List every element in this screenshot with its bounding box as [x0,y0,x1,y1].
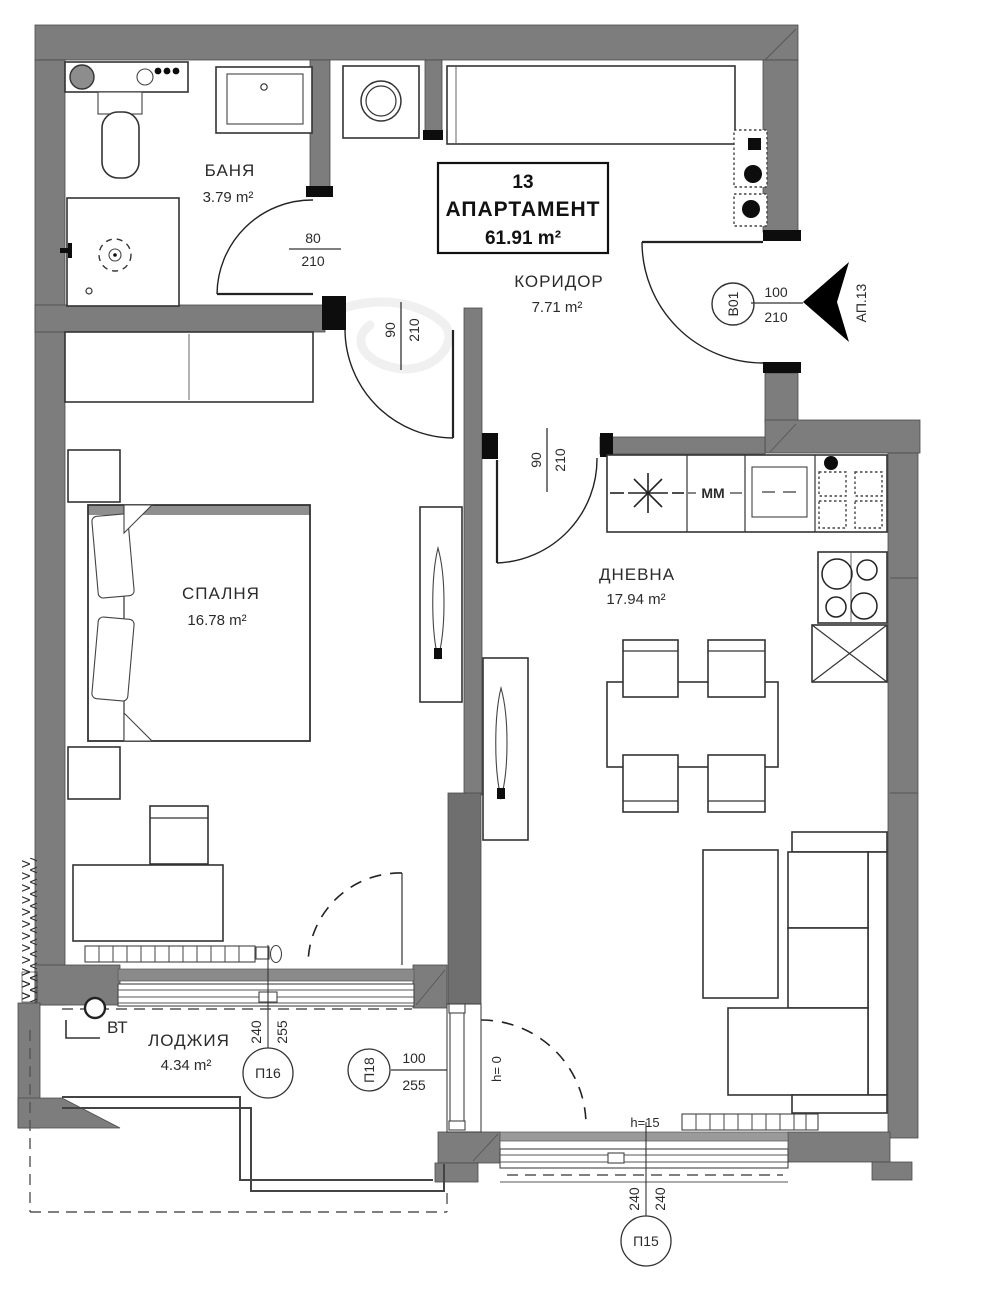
radiator-living [682,1114,818,1130]
wall-bottom-right-step [872,1162,912,1180]
fridge-icon [752,467,807,517]
mm-label: MM [701,485,725,501]
balcony-door-p18 [447,1004,481,1132]
shower-tray [67,198,179,306]
loggia-parapet [30,1009,447,1212]
room-labels [148,161,675,1074]
svg-text:П15: П15 [633,1233,659,1249]
sill-height-zero: h= 0 [489,1056,504,1082]
svg-text:100: 100 [764,284,788,300]
svg-text:240: 240 [248,1020,264,1044]
door-bathroom [217,200,313,294]
window-p16-frame [118,969,414,1006]
svg-text:80: 80 [305,230,321,246]
svg-text:100: 100 [402,1050,426,1066]
toilet-bowl [102,112,139,178]
svg-text:90: 90 [382,322,398,338]
svg-text:П16: П16 [255,1065,281,1081]
apartment-label: АПАРТАМЕНТ [445,198,601,221]
door-bedroom-balcony-swing [308,873,402,965]
room-label-corridor: КОРИДОР [514,272,604,291]
living-room-furniture [607,640,887,1113]
dining-chair [708,755,765,812]
faucet-icon [137,69,153,85]
wall-partition [464,308,482,795]
washing-machine-icon [343,66,419,138]
toilet-tank [98,92,142,114]
title-block [438,163,608,253]
entry-arrow-icon [803,262,849,342]
insulation-hatch-dense [22,972,37,1002]
nightstand [68,450,120,502]
svg-text:210: 210 [552,448,568,472]
vt-label: ВТ [107,1018,128,1037]
door-dimension-living [528,428,568,492]
dining-chair [623,755,678,812]
wall-bedroom-bottom-left [35,965,120,1005]
parapet-corner [18,1098,120,1128]
bathroom-fixtures [60,62,312,306]
wall-corridor-bottom [600,437,765,454]
desk-chair [150,806,208,864]
room-area-corridor: 7.71 m² [531,299,583,316]
corridor-wardrobe [447,66,735,144]
apartment-number: 13 [512,172,534,193]
wall-stub-corridor [425,60,442,134]
wall-right [888,453,918,1138]
wall-bottom-right [788,1132,890,1162]
wall-entry-lower [765,373,798,422]
room-label-living: ДНЕВНА [598,565,676,584]
tall-wardrobe [420,507,462,702]
wall-bathroom-right [310,60,330,188]
dining-chair [708,640,765,697]
room-area-bathroom: 3.79 m² [202,189,254,206]
wall-pier-p15 [438,1132,500,1163]
wall-living-top [765,420,920,453]
wall-entry-upper [763,60,798,232]
coffee-table [703,850,778,998]
entry-threshold-bottom [763,362,801,373]
apartment-area: 61.91 m² [484,228,562,249]
svg-text:210: 210 [301,253,325,269]
wall-bedroom-top [35,305,325,332]
base-cabinet-icon [812,625,887,682]
dining-chair [623,640,678,697]
entry-threshold-top [763,230,801,241]
svg-text:90: 90 [528,452,544,468]
svg-text:240: 240 [652,1187,668,1211]
room-area-loggia: 4.34 m² [160,1057,212,1074]
entry-arrow-label: АП.13 [853,283,869,323]
stove-icon [818,552,887,623]
room-label-bathroom: БАНЯ [204,161,256,180]
sink-basin [227,74,303,124]
entry-marker [712,262,869,342]
svg-text:255: 255 [274,1020,290,1044]
svg-text:210: 210 [406,318,422,342]
wall-partition-lower [448,793,481,1005]
svg-text:П18: П18 [361,1057,377,1083]
corridor-fixtures [343,66,735,144]
window-marker-p16 [243,945,293,1098]
radiator-bedroom [85,946,282,963]
room-area-living: 17.94 m² [606,591,666,608]
svg-text:240: 240 [626,1187,642,1211]
wall-pier-p15-step [435,1163,478,1182]
wall-top [35,25,798,60]
washbasin-icon [70,65,94,89]
nightstand [68,747,120,799]
wall-left [35,60,65,1005]
svg-text:255: 255 [402,1077,426,1093]
svg-text:210: 210 [764,309,788,325]
desk [73,865,223,941]
pillow [91,617,134,702]
wall-pier-p16 [413,965,447,1008]
plumbing-shaft [734,130,767,226]
entry-door-id: В01 [725,291,741,317]
room-label-bedroom: СПАЛНЯ [182,584,260,603]
sill-height-fifteen: h=15 [630,1115,660,1130]
room-area-bedroom: 16.78 m² [187,612,247,629]
room-label-loggia: ЛОДЖИЯ [148,1031,230,1050]
door-dimension-bathroom [289,230,341,269]
tall-wardrobe [483,658,528,840]
window-p15-frame [500,1132,788,1182]
